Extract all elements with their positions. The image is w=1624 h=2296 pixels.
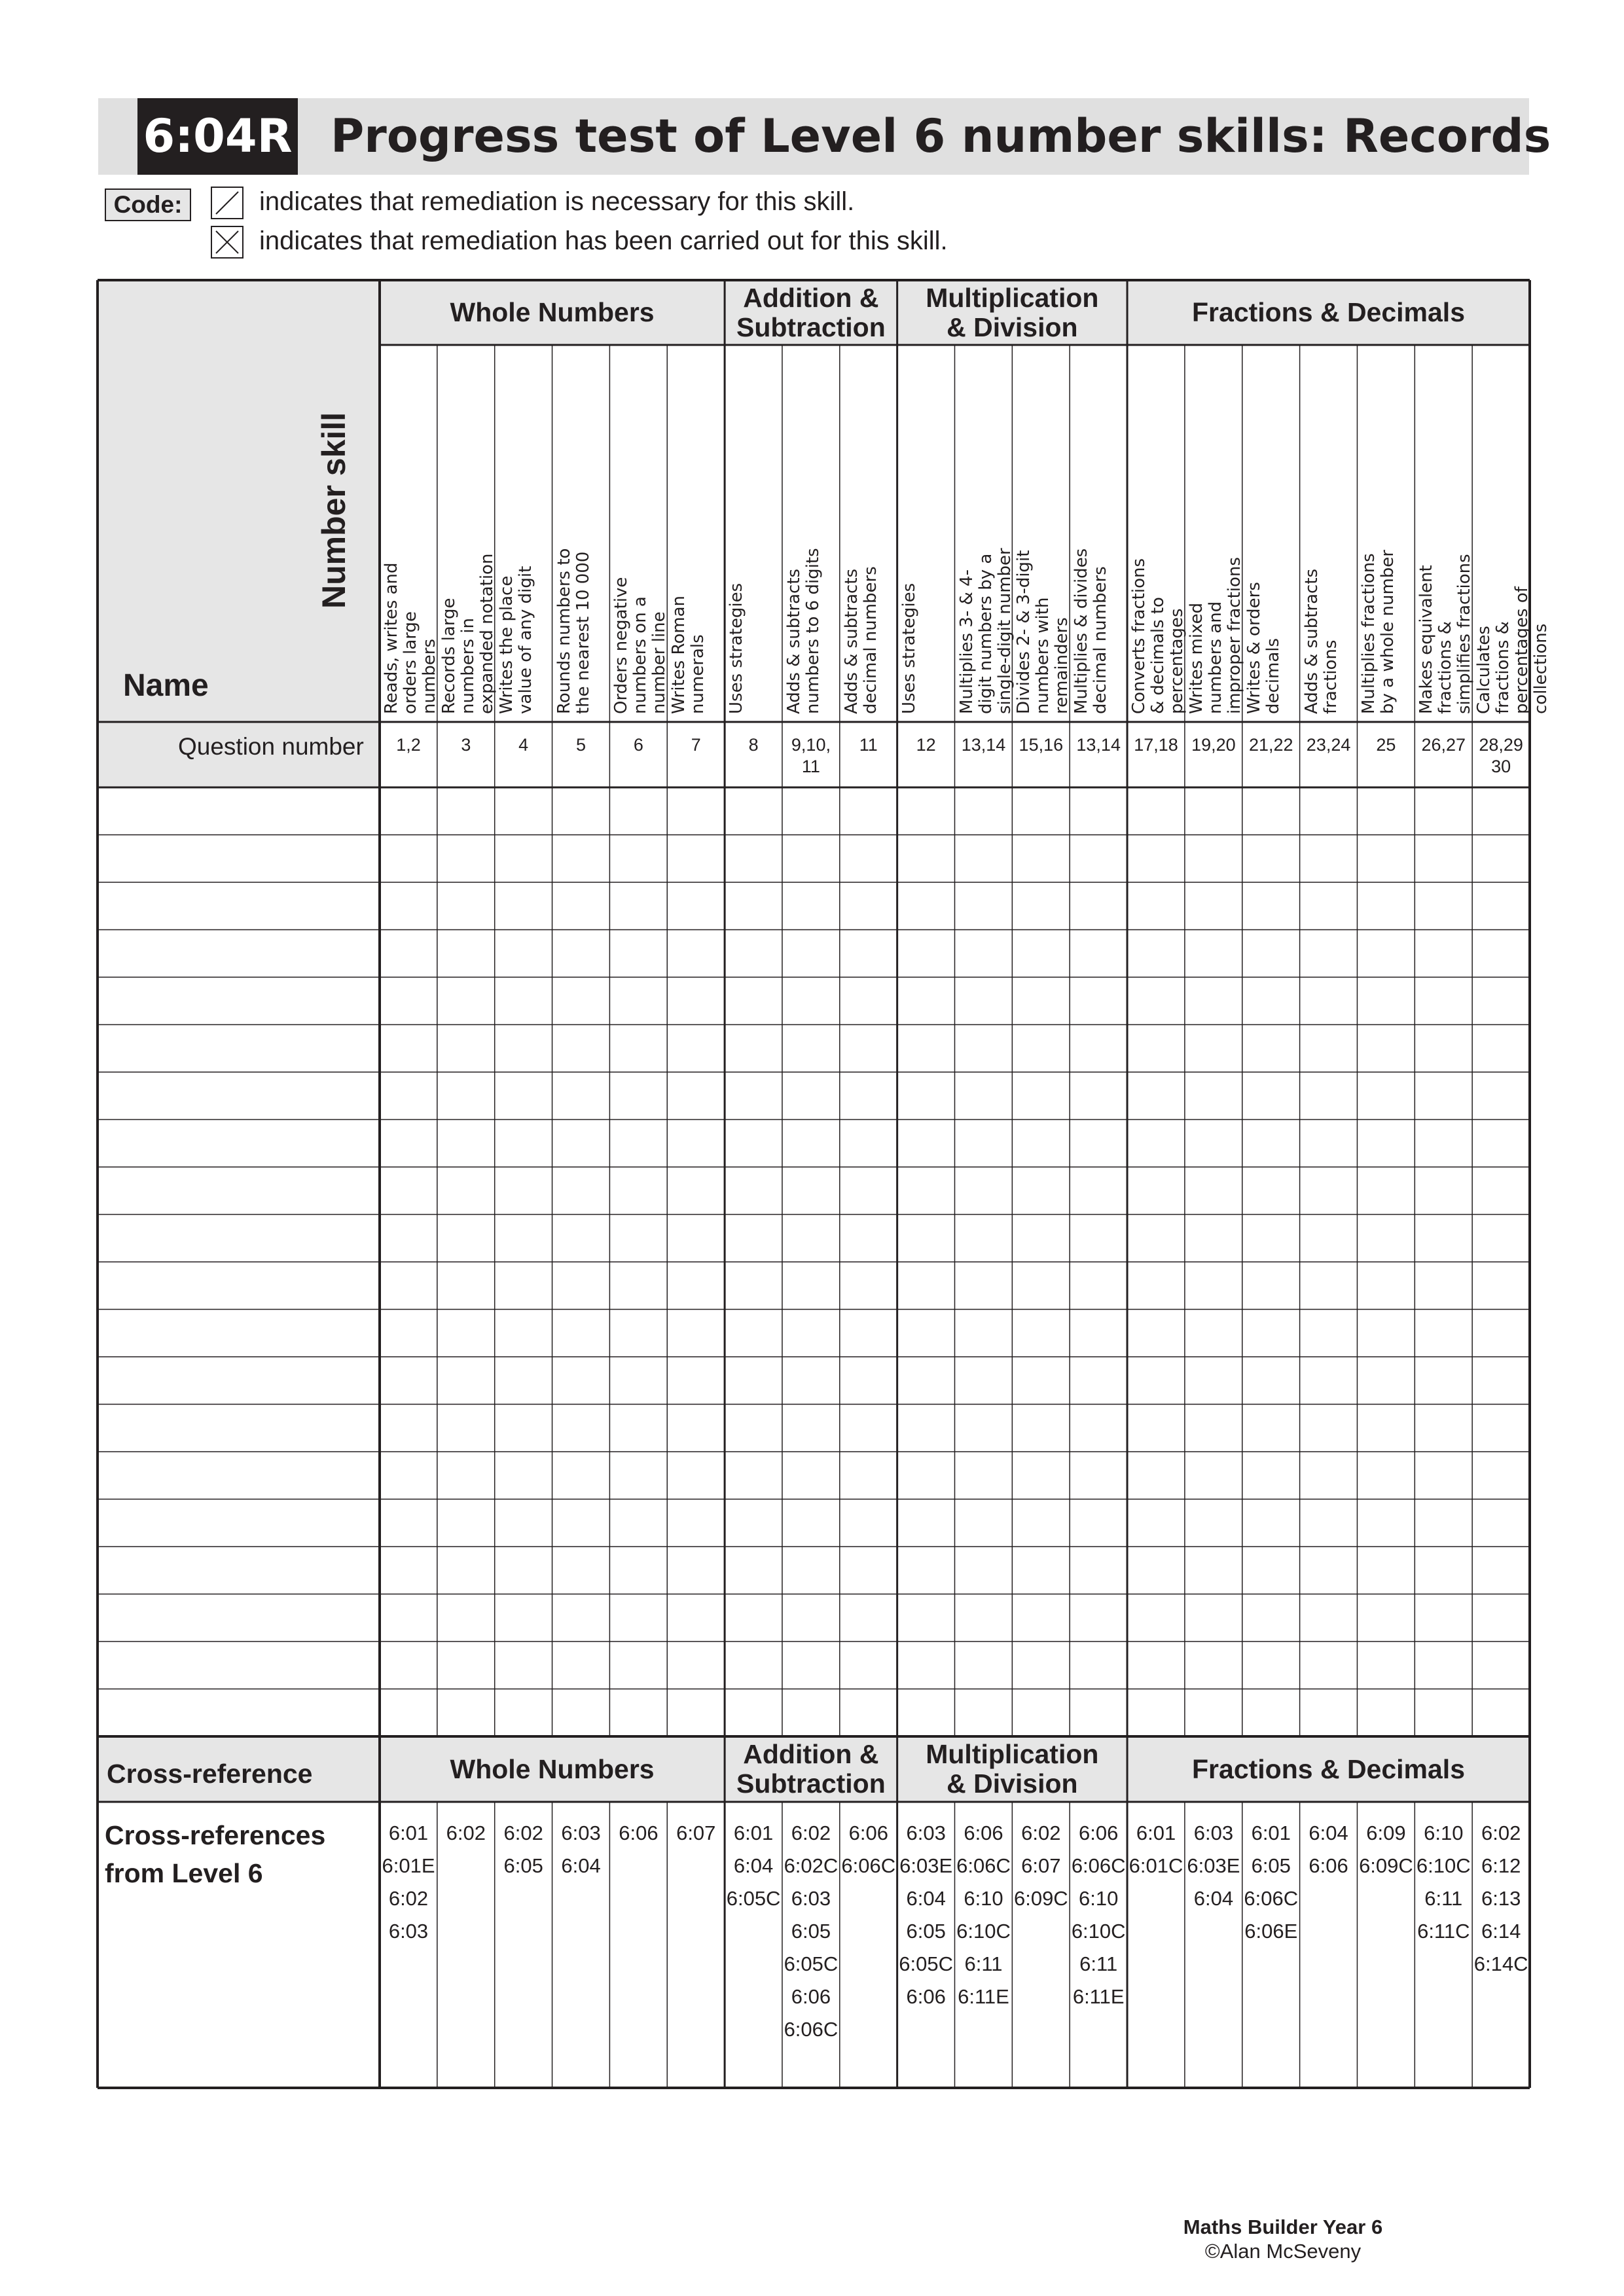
question-number-10: 12 xyxy=(916,735,936,755)
skill-label-10: Uses strategies xyxy=(899,583,919,714)
skill-label-12: Divides 2- & 3-digit numbers with remainders xyxy=(1014,550,1072,714)
question-number-17: 23,24 xyxy=(1306,735,1351,755)
cross-reference-cell-8: 6:02 6:02C 6:03 6:05 6:05C 6:06 6:06C xyxy=(784,1821,839,2041)
page-code-badge: 6:04R xyxy=(137,98,298,175)
skill-group-heading-4: Fractions & Decimals xyxy=(1192,297,1466,327)
skill-group-heading-3: Multiplication & Division xyxy=(926,282,1099,342)
question-number-2: 3 xyxy=(461,735,471,755)
skill-label-18: Multiplies fractions by a whole number xyxy=(1359,550,1398,714)
cross-reference-cell-15: 6:03 6:03E 6:04 xyxy=(1187,1821,1240,1910)
question-number-15: 19,20 xyxy=(1191,735,1236,755)
footer-book-title: Maths Builder Year 6 xyxy=(1183,2215,1383,2238)
skill-label-3: Writes the place value of any digit xyxy=(496,565,535,714)
legend-line-1: indicates that remediation is necessary for this skill. xyxy=(259,187,855,216)
cross-reference-group-3: Multiplication & Division xyxy=(926,1739,1099,1799)
skill-label-20: Calculates fractions & percentages of collections xyxy=(1474,586,1551,714)
cross-reference-cell-17: 6:04 6:06 xyxy=(1308,1821,1348,1877)
question-number-3: 4 xyxy=(518,735,529,755)
legend-line-2: indicates that remediation has been carried out for this skill. xyxy=(259,226,948,255)
skill-label-8: Adds & subtracts numbers to 6 digits xyxy=(784,548,823,714)
skill-label-11: Multiplies 3- & 4-digit numbers by a single-digit number xyxy=(956,548,1015,714)
cross-reference-cell-6: 6:07 xyxy=(676,1821,716,1844)
cross-reference-cell-18: 6:09 6:09C xyxy=(1359,1821,1413,1877)
skill-group-heading-2: Addition & Subtraction xyxy=(736,282,886,342)
skill-label-19: Makes equivalent fractions & simplifies fractions xyxy=(1416,554,1475,714)
cross-reference-cell-16: 6:01 6:05 6:06C 6:06E xyxy=(1244,1821,1299,1943)
cross-reference-cell-14: 6:01 6:01C xyxy=(1128,1821,1183,1877)
cross-reference-cell-5: 6:06 xyxy=(619,1821,659,1844)
page-title: Progress test of Level 6 number skills: Records xyxy=(331,109,1551,163)
question-number-4: 5 xyxy=(576,735,586,755)
skill-label-9: Adds & subtracts decimal numbers xyxy=(841,566,880,714)
cross-reference-group-2: Addition & Subtraction xyxy=(736,1739,886,1799)
question-number-14: 17,18 xyxy=(1134,735,1178,755)
cross-reference-cell-11: 6:06 6:06C 6:10 6:10C 6:11 6:11E xyxy=(956,1821,1011,2008)
question-number-1: 1,2 xyxy=(396,735,421,755)
question-number-label: Question number xyxy=(178,733,364,760)
question-number-20: 28,29 30 xyxy=(1479,735,1523,776)
cross-reference-cell-2: 6:02 xyxy=(446,1821,486,1844)
question-number-11: 13,14 xyxy=(961,735,1006,755)
cross-reference-group-1: Whole Numbers xyxy=(450,1753,655,1784)
skill-label-4: Rounds numbers to the nearest 10 000 xyxy=(554,548,593,714)
cross-reference-cell-12: 6:02 6:07 6:09C xyxy=(1013,1821,1068,1910)
cross-references-level6-label: Cross-references from Level 6 xyxy=(105,1820,326,1888)
question-number-9: 11 xyxy=(859,735,878,755)
skill-label-7: Uses strategies xyxy=(727,583,747,714)
skill-label-1: Reads, writes and orders large numbers xyxy=(382,562,439,714)
question-number-6: 7 xyxy=(691,735,701,755)
cross-reference-cell-4: 6:03 6:04 xyxy=(561,1821,601,1877)
skill-label-13: Multiplies & divides decimal numbers xyxy=(1072,548,1111,714)
skill-label-5: Orders negative numbers on a number line xyxy=(611,577,670,714)
cross-reference-cell-19: 6:10 6:10C 6:11 6:11C xyxy=(1416,1821,1471,1943)
question-number-8: 9,10, 11 xyxy=(791,735,831,776)
skill-label-2: Records large numbers in expanded notation xyxy=(439,553,497,714)
cross-reference-cell-9: 6:06 6:06C xyxy=(841,1821,896,1877)
question-number-5: 6 xyxy=(633,735,643,755)
skill-group-heading-1: Whole Numbers xyxy=(450,297,655,327)
cross-reference-cell-13: 6:06 6:06C 6:10 6:10C 6:11 6:11E xyxy=(1071,1821,1126,2008)
cross-reference-cell-20: 6:02 6:12 6:13 6:14 6:14C xyxy=(1473,1821,1528,1975)
question-number-16: 21,22 xyxy=(1248,735,1293,755)
number-skill-heading: Number skill xyxy=(316,412,352,609)
skill-label-14: Converts fractions & decimals to percentages xyxy=(1129,558,1187,714)
cross-reference-group-4: Fractions & Decimals xyxy=(1192,1753,1466,1784)
footer xyxy=(1113,2215,1453,2263)
question-number-18: 25 xyxy=(1376,735,1396,755)
question-number-19: 26,27 xyxy=(1421,735,1466,755)
skill-label-6: Writes Roman numerals xyxy=(669,596,708,714)
cross-reference-label: Cross-reference xyxy=(107,1759,313,1789)
skill-label-17: Adds & subtracts fractions xyxy=(1301,568,1341,714)
skill-label-16: Writes & orders decimals xyxy=(1244,582,1283,714)
cross-reference-cell-3: 6:02 6:05 xyxy=(503,1821,543,1877)
skill-label-15: Writes mixed numbers and improper fractions xyxy=(1186,557,1244,714)
question-number-13: 13,14 xyxy=(1076,735,1121,755)
cross-reference-cell-10: 6:03 6:03E 6:04 6:05 6:05C 6:06 xyxy=(899,1821,953,2008)
code-label: Code: xyxy=(105,188,191,221)
cross-reference-cell-7: 6:01 6:04 6:05C xyxy=(726,1821,781,1910)
question-number-12: 15,16 xyxy=(1019,735,1064,755)
name-heading: Name xyxy=(123,668,209,703)
footer-copyright: ©Alan McSeveny xyxy=(1204,2240,1362,2263)
cross-reference-cell-1: 6:01 6:01E 6:02 6:03 xyxy=(382,1821,435,1943)
question-number-7: 8 xyxy=(748,735,759,755)
